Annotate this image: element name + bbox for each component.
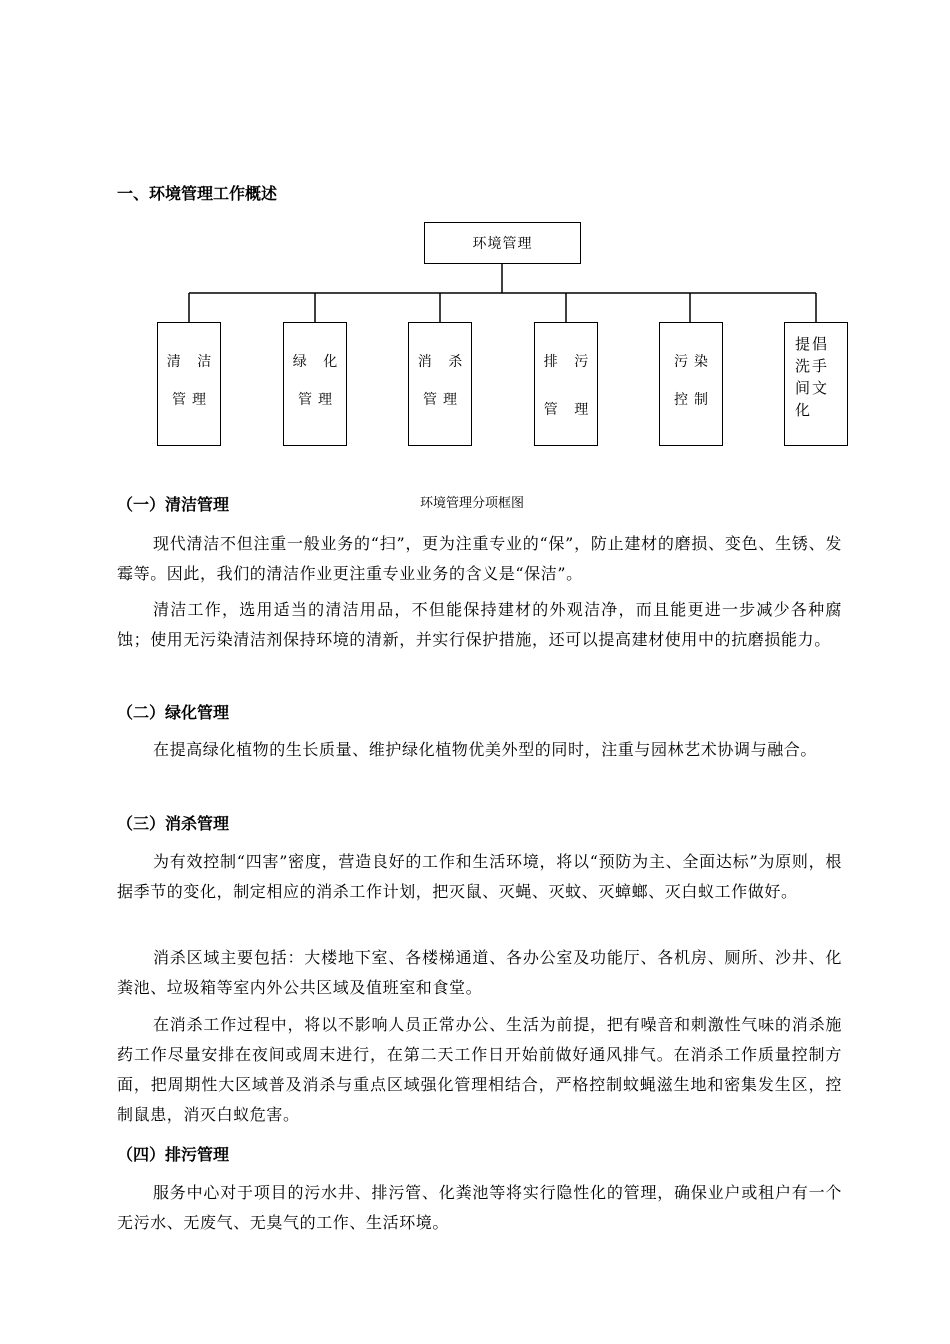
box-line: 洗手	[795, 357, 830, 375]
box-line: 绿 化	[292, 354, 344, 370]
box-line: 管 理	[543, 402, 595, 418]
diagram-box-pest-control	[408, 322, 472, 446]
diagram-box-pollution-control	[659, 322, 723, 446]
diagram-box-cleaning	[157, 322, 221, 446]
diagram-root-box: 环境管理	[424, 222, 581, 264]
paragraph: 现代清洁不但注重一般业务的“扫”，更为注重专业的“保”，防止建材的磨损、变色、生锈、发霉等。因此，我们的清洁作业更注重专业业务的含义是“保洁”。	[117, 534, 842, 583]
paragraph: 在消杀工作过程中，将以不影响人员正常办公、生活为前提，把有噪音和刺激性气味的消杀施药工作尽量安排在夜间或周末进行，在第二天工作日开始前做好通风排气。在消杀工作质量控制方面，把周期性大区域普及消杀与重点区域强化管理相结合，严格控制蚊蝇滋生地和密集发生区，控制鼠患，消灭白蚁危害。	[117, 1015, 842, 1124]
paragraph: 服务中心对于项目的污水井、排污管、化粪池等将实行隐性化的管理，确保业户或租户有一个无污水、无废气、无臭气的工作、生活环境。	[117, 1183, 842, 1232]
paragraph: 为有效控制“四害”密度，营造良好的工作和生活环境，将以“预防为主、全面达标”为原则，根据季节的变化，制定相应的消杀工作计划，把灭鼠、灭蝇、灭蚊、灭蟑螂、灭白蚁工作做好。	[117, 852, 842, 901]
box-line: 控制	[674, 392, 714, 408]
diagram-box-greening	[283, 322, 347, 446]
box-line: 管理	[298, 392, 338, 408]
box-line: 管理	[423, 392, 463, 408]
box-line: 间文	[795, 379, 830, 397]
section-heading: （三）消杀管理	[117, 814, 230, 833]
box-line: 清 洁	[166, 354, 218, 370]
diagram-caption: 环境管理分项框图	[420, 496, 525, 511]
diagram-box-sewage	[534, 322, 598, 446]
main-heading: 一、环境管理工作概述	[117, 184, 278, 203]
box-line: 污染	[674, 354, 714, 370]
diagram-box-restroom-culture	[784, 322, 848, 446]
box-line: 化	[795, 401, 813, 419]
box-line: 排 污	[543, 354, 595, 370]
box-line: 消 杀	[417, 354, 469, 370]
section-heading: （四）排污管理	[117, 1145, 230, 1164]
section-heading: （一）清洁管理	[117, 495, 230, 514]
box-line: 提倡	[795, 335, 830, 353]
paragraph: 在提高绿化植物的生长质量、维护绿化植物优美外型的同时，注重与园林艺术协调与融合。	[153, 740, 818, 759]
paragraph: 消杀区域主要包括：大楼地下室、各楼梯通道、各办公室及功能厅、各机房、厕所、沙井、化粪池、垃圾箱等室内外公共区域及值班室和食堂。	[117, 948, 842, 997]
paragraph: 清洁工作，选用适当的清洁用品，不但能保持建材的外观洁净，而且能更进一步减少各种腐蚀；使用无污染清洁剂保持环境的清新，并实行保护措施，还可以提高建材使用中的抗磨损能力。	[117, 600, 842, 649]
box-line: 管理	[172, 392, 212, 408]
section-heading: （二）绿化管理	[117, 703, 230, 722]
